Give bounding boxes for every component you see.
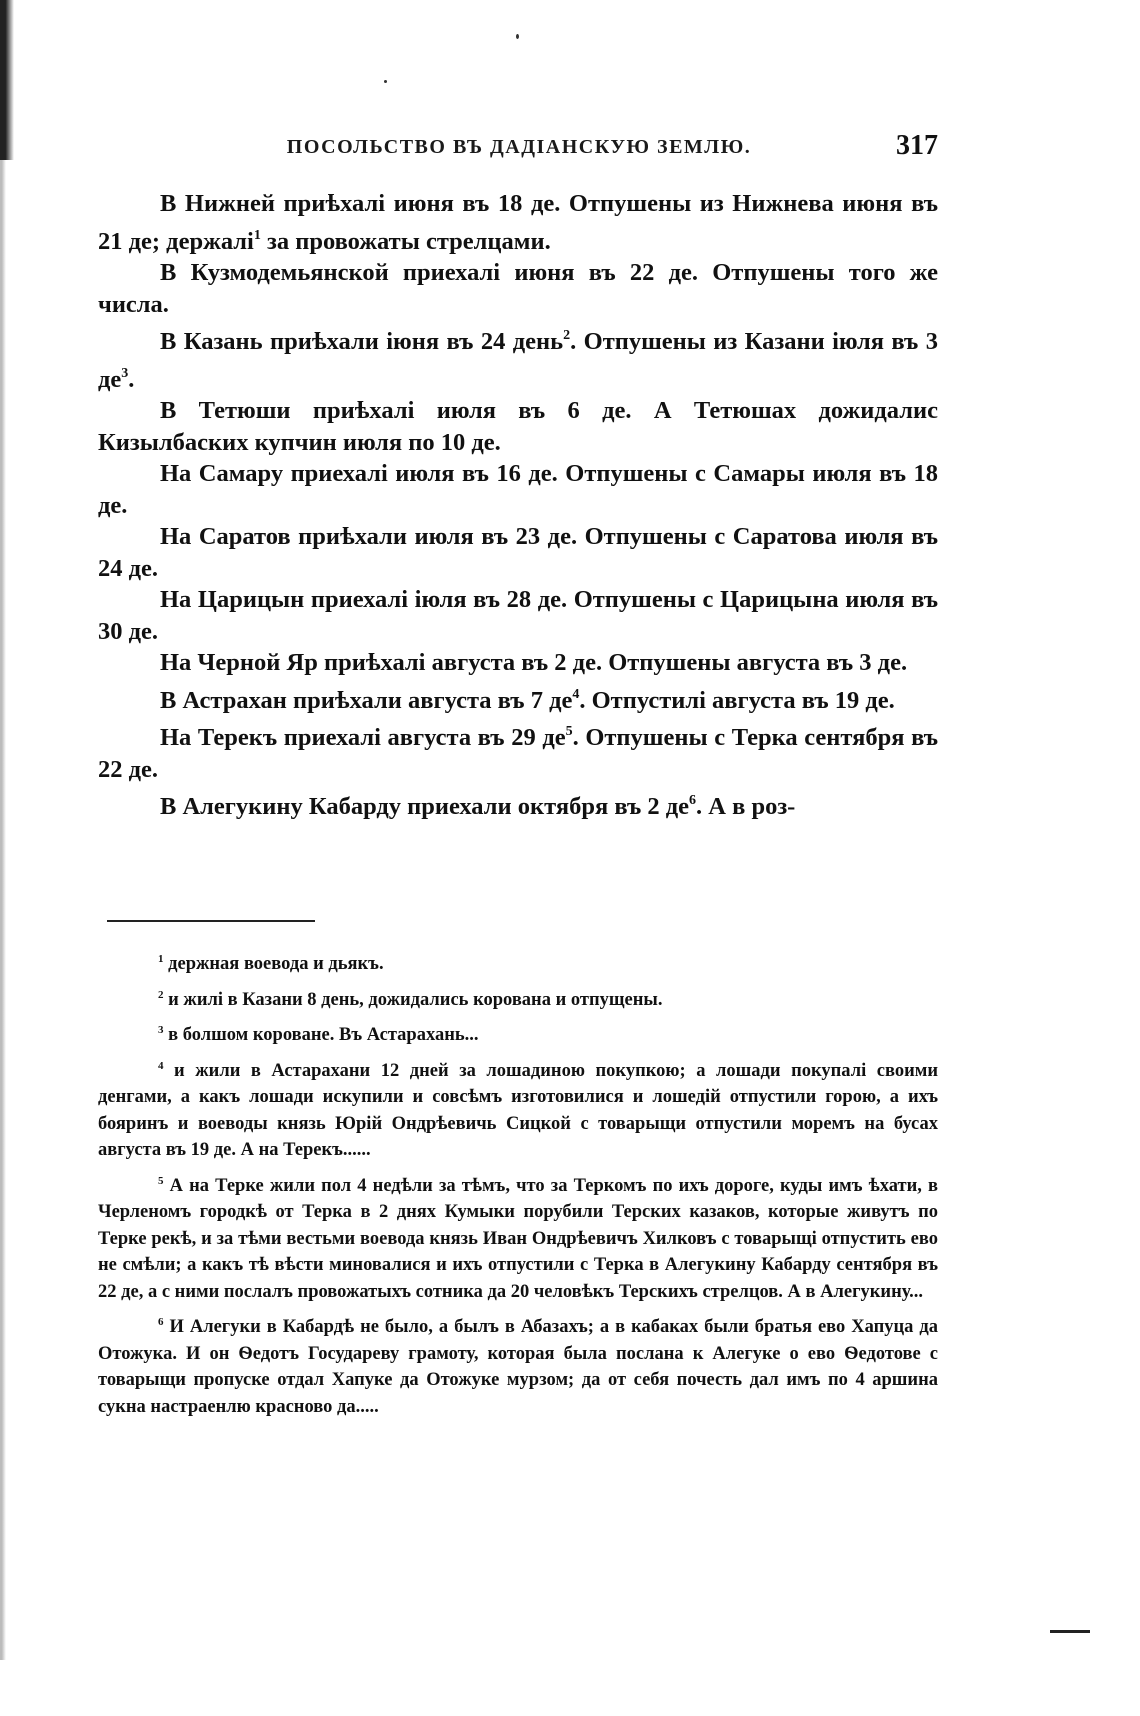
paragraph: На Терекъ приехалі августа въ 29 $де^5$. Отпушены с Терка сентября въ 22 де. bbox=[98, 724, 938, 783]
running-title: ПОСОЛЬСТВО ВЪ ДАДІАНСКУЮ ЗЕМЛЮ. bbox=[286, 136, 752, 158]
scan-edge-shadow bbox=[0, 0, 14, 160]
paragraph: В Кузмодемьянской приехалі июня въ 22 де. Отпушены того же числа. bbox=[98, 259, 938, 318]
footnote-number: 6 bbox=[158, 1316, 164, 1328]
footnote: $^5$ А на Терке жили пол 4 недѣли за тѣмъ, что за Теркомъ по ихъ дороге, куды имъ ѣхати, в Черленомъ городкѣ от Терка в 2 днях Кумыки порубили Терских казаков, которые живутъ по Терке рекѣ, и за тѣми вестьми воевода князь Иван Ондрѣевичъ Хилковъ с товарыщі отпустить ево не смѣли; а какъ тѣ вѣсти миновалися и ихъ отпустили с Терка в Алегукину Кабарду сентября въ 22 де, а с ними послалъ провожатыхъ сотника да 20 человѣкъ Терскихъ стрелцов. А в Алегукину... bbox=[98, 1174, 939, 1302]
scan-mark bbox=[1050, 1630, 1090, 1633]
footnotes bbox=[98, 946, 938, 1424]
paragraph: В Тетюши приѣхалі июля въ 6 де. А Тетюшах дожидалис Кизылбаских купчин июля по 10 де. bbox=[98, 397, 938, 456]
footnote-marker: 4 bbox=[572, 686, 580, 702]
paragraph: В Астрахан приѣхали августа въ 7 $де^4$. Отпустилі августа въ 19 де. bbox=[160, 686, 895, 714]
footnote: $^6$ И Алегуки в Кабардѣ не было, а былъ в Абазахъ; а в кабаках были братья ево Хапуца да Отожука. И он Ѳедотъ Государеву грамоту, которая была послана к Алегуке о ево Ѳедотове с товарыщи пропуске отдал Хапуке да Отожуке мурзом; да от себя почесть дал имъ по 4 аршина сукна настраенлю красново да..... bbox=[98, 1316, 939, 1417]
footnote-marker: 3 bbox=[121, 365, 129, 381]
footnote: $^3$ в болшом короване. Въ Астарахань... bbox=[158, 1024, 479, 1045]
footnote-number: 5 bbox=[158, 1174, 164, 1187]
footnote-separator bbox=[107, 920, 315, 922]
footnote-marker: 1 bbox=[253, 227, 261, 243]
scan-edge-shadow-lower bbox=[0, 160, 6, 1660]
footnote: $^1$ держная воевода и дьякъ. bbox=[158, 953, 384, 974]
footnote-number: 2 bbox=[158, 988, 164, 1001]
footnote-number: 4 bbox=[158, 1059, 164, 1072]
paragraph: На Черной Яр приѣхалі августа въ 2 де. Отпушены августа въ 3 де. bbox=[160, 649, 908, 676]
footnote: $^2$ и жилі в Казани 8 день, дожидались корована и отпущены. bbox=[158, 988, 663, 1010]
scan-speck bbox=[516, 34, 519, 39]
page-header bbox=[100, 130, 938, 176]
paragraph: На Самару приехалі июля въ 16 де. Отпушены с Самары июля въ 18 де. bbox=[98, 460, 938, 519]
footnote: $^4$ и жили в Астарахани 12 дней за лошадиною покупкою; а лошади покупалі своими денгами, а какъ лошади искупили и совсѣмъ изготовилися и лошедій отпустили горою, а ихъ бояринъ и воеводы князь Юрій Ондрѣевичь Сицкой с товарыщи отпустили моремъ на бусах августа въ 19 де. А на Терекъ...... bbox=[98, 1059, 938, 1160]
page-number: 317 bbox=[896, 130, 938, 161]
scan-speck bbox=[384, 80, 387, 83]
footnote-marker: 5 bbox=[565, 724, 573, 739]
footnote-number: 3 bbox=[158, 1024, 164, 1036]
footnote-marker: 6 bbox=[689, 793, 697, 808]
footnote-number: 1 bbox=[158, 953, 164, 965]
paragraph: На Саратов приѣхали июля въ 23 де. Отпушены с Саратова июля въ 24 де. bbox=[98, 523, 938, 582]
footnote-marker: 2 bbox=[563, 328, 571, 343]
paragraph: В Казань приѣхали іюня въ 24 день$^2$. Отпушены из Казани іюля въ 3 $де^3$. bbox=[98, 328, 938, 393]
paragraph: На Царицын приехалі іюля въ 28 де. Отпушены с Царицына июля въ 30 де. bbox=[98, 586, 938, 645]
main-text bbox=[98, 188, 938, 823]
paragraph: В Нижней приѣхалі июня въ 18 де. Отпушены из Нижнева июня въ 21 де; держалі$^1$ за провожаты стрелцами. bbox=[98, 190, 938, 255]
paragraph: В Алегукину Кабарду приехали октября въ 2 $де^6$. А в роз- bbox=[160, 793, 796, 820]
